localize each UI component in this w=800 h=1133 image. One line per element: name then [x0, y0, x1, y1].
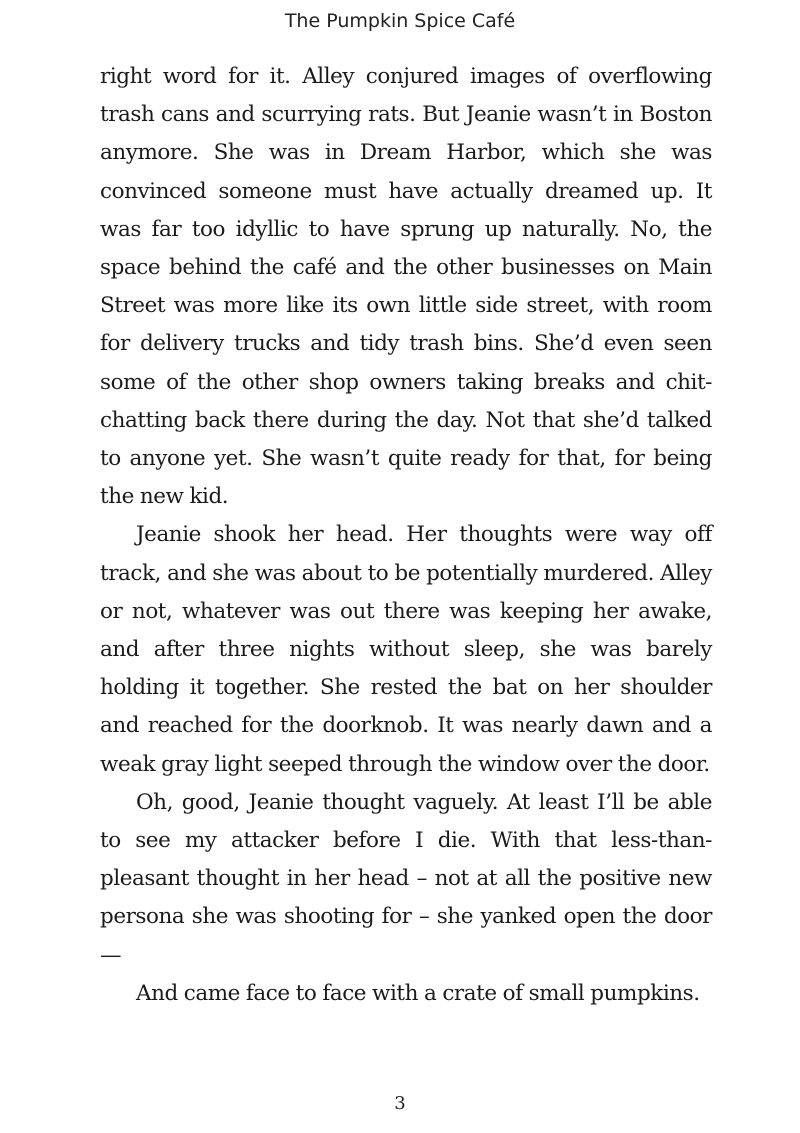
page-number: 3 [394, 1093, 406, 1114]
running-header: The Pumpkin Spice Café [284, 10, 516, 32]
text-run: Jeanie thought vaguely. [239, 789, 507, 815]
paragraph [100, 58, 712, 516]
text-run: Jeanie shook her head. Her thoughts were way off track, and she was about to be potentially murdered. Alley or not, whatever was out there was keeping her awake, and after three nights without sleep, she was barely holding it together. She rested the bat on her shoulder and reached for the doorknob. It was nearly dawn and a weak gray light seeped through the window over the door. [100, 522, 712, 777]
paragraph [100, 516, 712, 783]
text-run: At least I’ll be able to see my attacker before I die. [100, 789, 712, 854]
body-text [100, 58, 712, 1013]
text-run: With that less-than-pleasant thought in her head – not at all the positive new persona she was shooting for – she yanked open the door— [100, 828, 712, 968]
paragraph [100, 975, 712, 1013]
text-run: Oh, good, [136, 789, 240, 815]
text-run: right word for it. Alley conjured images of overflowing trash cans and scurrying rats. But Jeanie wasn’t in Boston anymore. She was in Dream Harbor, which she was convinced someone must have actually dreamed up. It was far too idyllic to have sprung up naturally. No, the space behind the café and the other businesses on Main Street was more like its own little side street, with room for delivery trucks and tidy trash bins. She’d even seen some of the other shop owners taking breaks and chit-chatting back there during the day. Not that she’d talked to anyone yet. She wasn’t quite ready for that, for being the new kid. [100, 64, 712, 510]
text-run: And came face to face with a crate of small pumpkins. [136, 980, 700, 1006]
paragraph [100, 784, 712, 975]
